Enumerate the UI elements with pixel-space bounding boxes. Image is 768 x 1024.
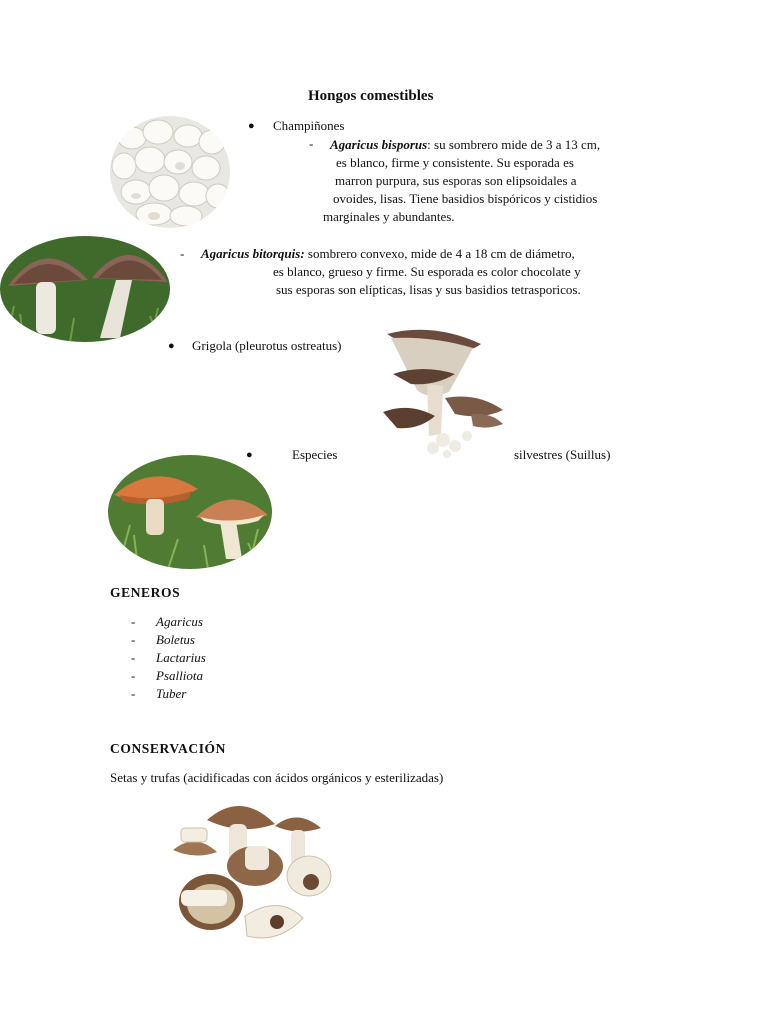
dash-marker: - <box>131 632 136 647</box>
bullet-icon: ● <box>168 340 175 352</box>
brown-mushrooms-image <box>159 796 357 946</box>
bisporus-colon: : <box>427 137 431 152</box>
bisporus-line-4: ovoides, lisas. Tiene basidios bispóricos y cistidios <box>333 191 598 206</box>
bitorquis-mushrooms-image <box>0 236 170 342</box>
dash-marker: - <box>131 614 136 629</box>
bisporus-line-2: es blanco, firme y consistente. Su esporada es <box>336 155 574 170</box>
bitorquis-line-3: sus esporas son elípticas, lisas y sus basidios tetrasporicos. <box>276 282 581 297</box>
genero-item: Agaricus <box>156 614 203 629</box>
bullet-icon: ● <box>246 449 253 461</box>
bitorquis-line-1 <box>201 245 575 263</box>
page-title: Hongos comestibles <box>308 88 434 104</box>
conservacion-text: Setas y trufas (acidificadas con ácidos orgánicos y esterilizadas) <box>110 770 444 785</box>
bitorquis-text: sombrero convexo, mide de 4 a 18 cm de diámetro, <box>307 246 575 261</box>
genero-item: Tuber <box>156 686 187 701</box>
bisporus-text: su sombrero mide de 3 a 13 cm, <box>434 137 601 152</box>
dash-marker: - <box>131 650 136 665</box>
genero-item: Lactarius <box>156 650 206 665</box>
dash-marker: - <box>309 136 314 151</box>
grigola-label: Grigola (pleurotus ostreatus) <box>192 338 342 353</box>
bisporus-line-5: marginales y abundantes. <box>323 209 455 224</box>
white-mushrooms-image <box>110 116 230 228</box>
dash-marker: - <box>131 686 136 701</box>
bitorquis-line-2: es blanco, grueso y firme. Su esporada es color chocolate y <box>273 264 581 279</box>
dash-marker: - <box>180 246 185 261</box>
genero-item: Psalliota <box>156 668 203 683</box>
conservacion-heading: CONSERVACIÓN <box>110 741 226 756</box>
oyster-mushrooms-image <box>383 326 505 458</box>
bisporus-line-3: marron purpura, sus esporas son elipsoidales a <box>335 173 577 188</box>
especies-word: Especies <box>292 447 338 462</box>
dash-marker: - <box>131 668 136 683</box>
generos-heading: GENEROS <box>110 585 181 600</box>
bullet-icon: ● <box>248 120 255 132</box>
bisporus-line-1 <box>330 136 600 154</box>
champinones-label: Champiñones <box>273 118 345 133</box>
especies-silvestres-label: silvestres (Suillus) <box>514 447 611 462</box>
bisporus-name: Agaricus bisporus <box>330 137 428 152</box>
genero-item: Boletus <box>156 632 195 647</box>
suillus-mushrooms-image <box>108 455 272 569</box>
bitorquis-name: Agaricus bitorquis: <box>201 246 305 261</box>
